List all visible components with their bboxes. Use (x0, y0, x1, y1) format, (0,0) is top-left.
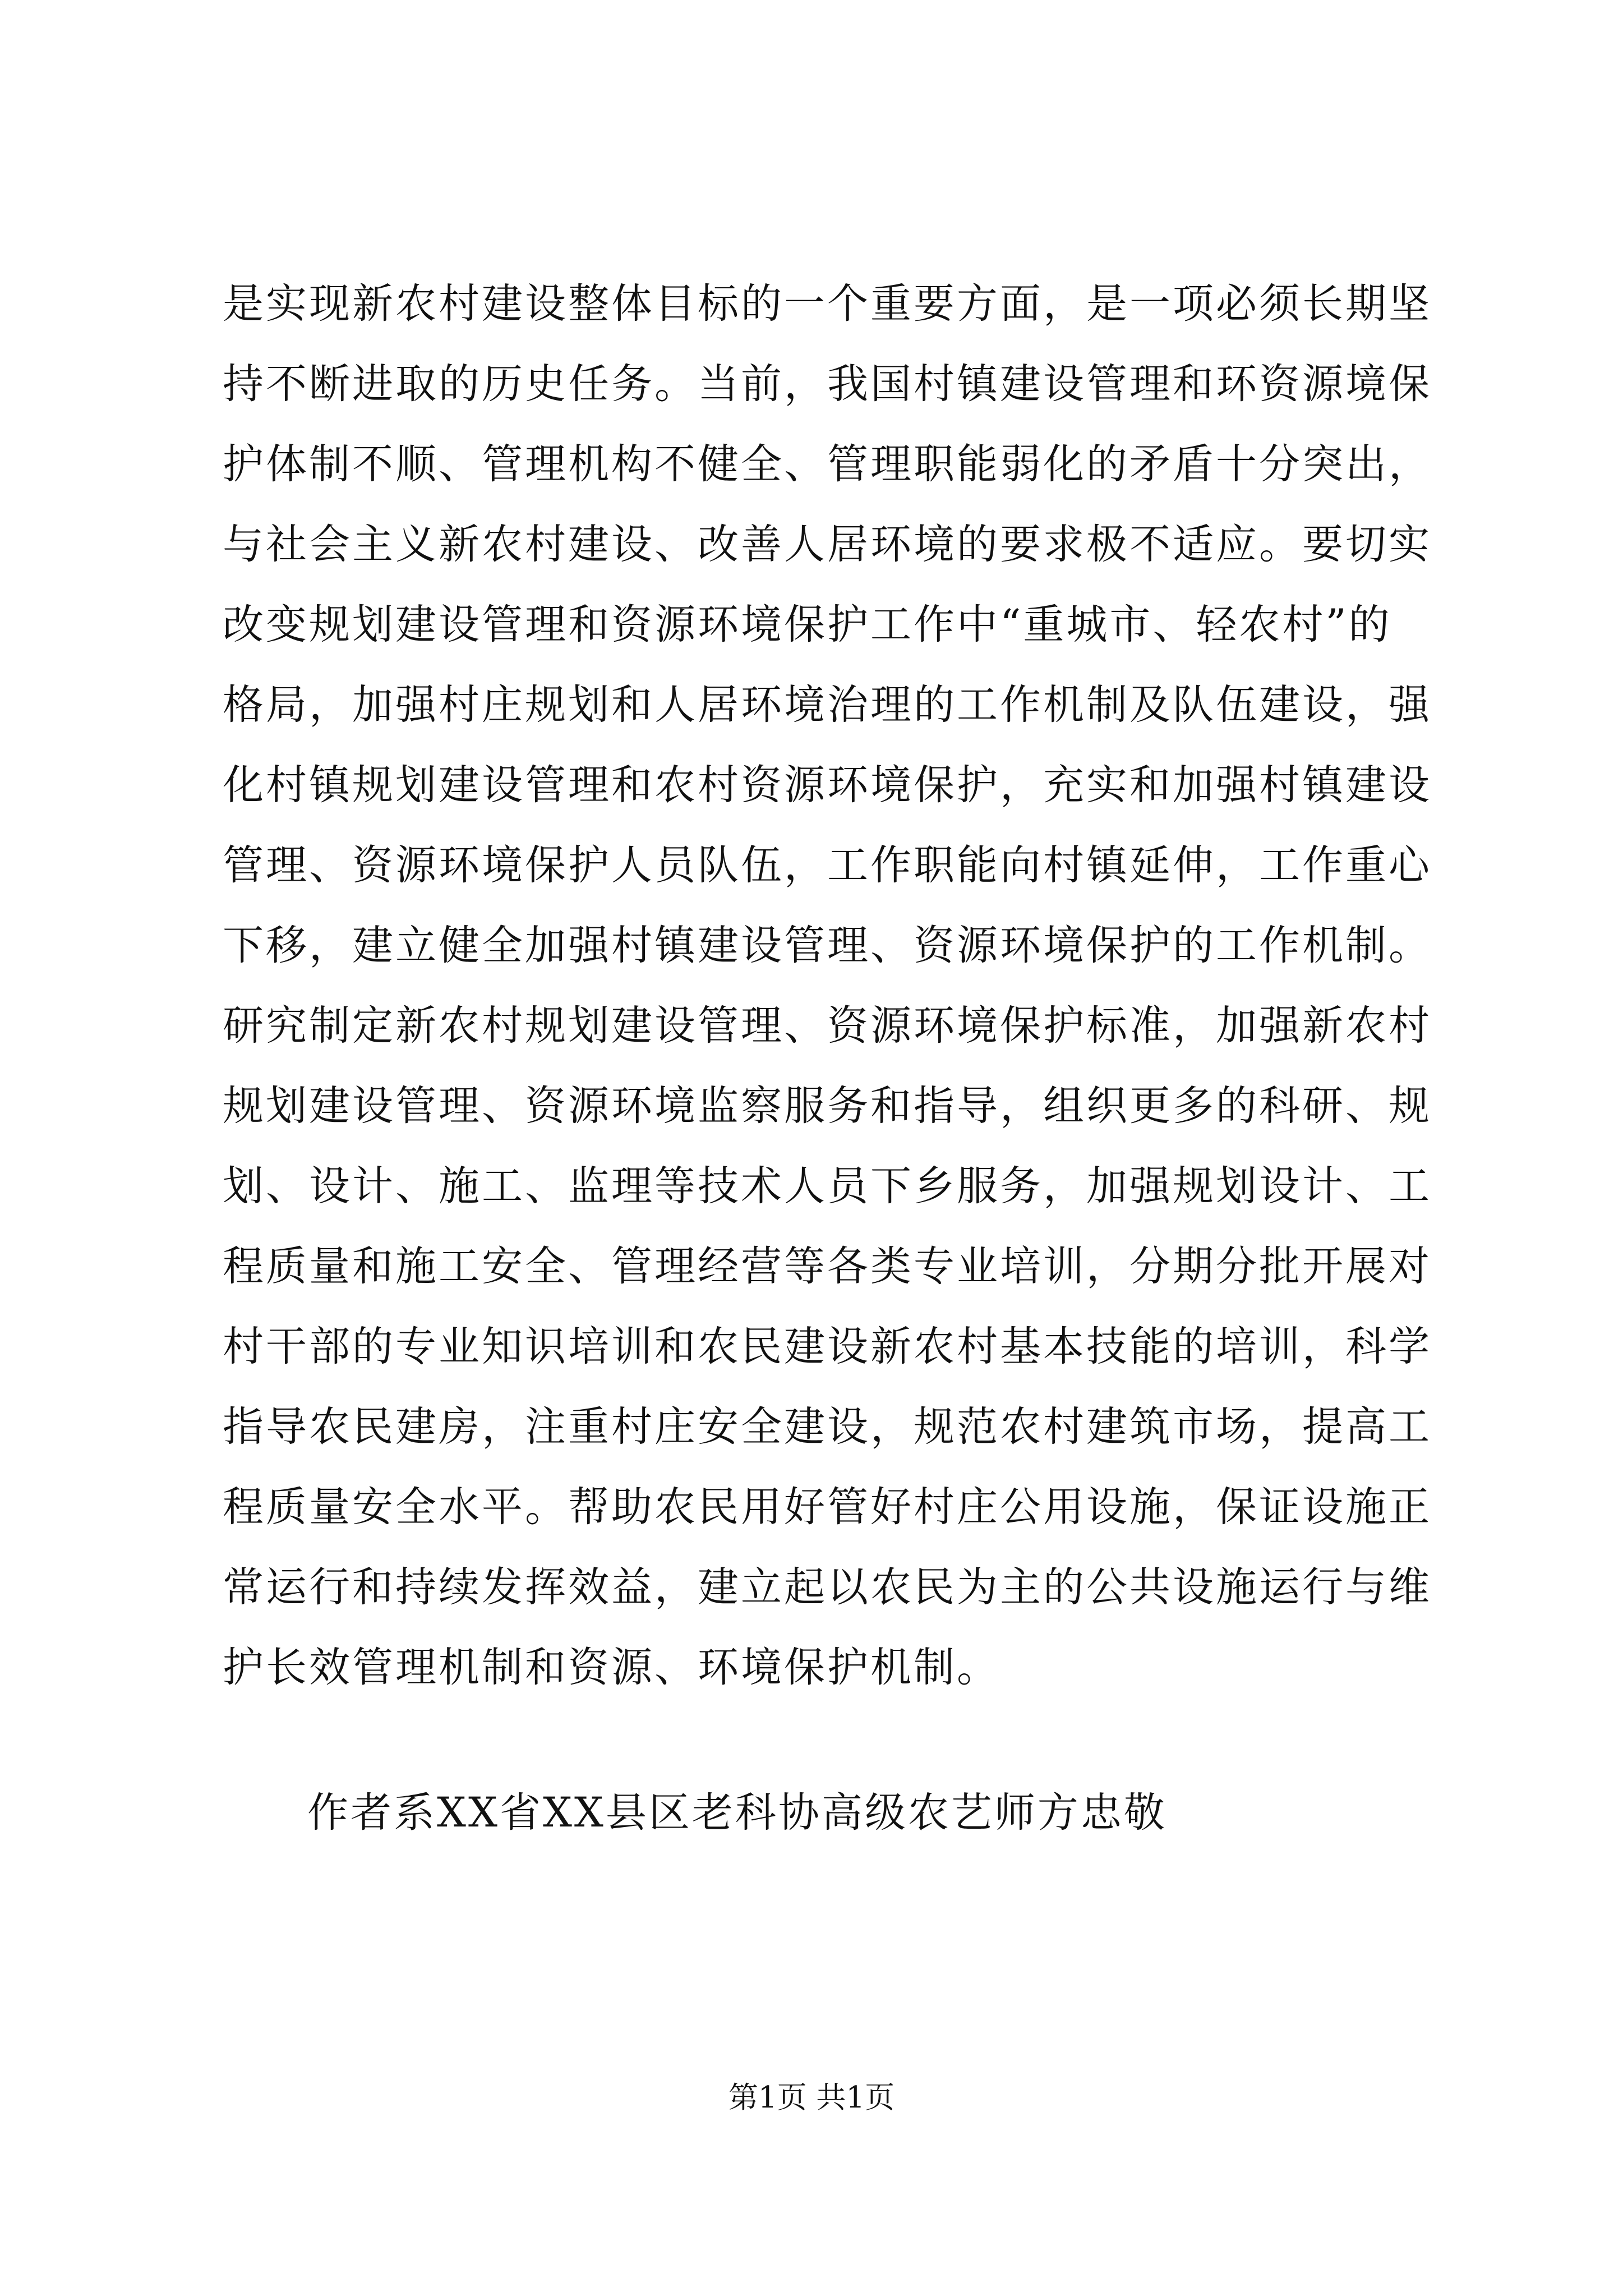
text-line: 护体制不顺、管理机构不健全、管理职能弱化的矛盾十分突出， (223, 440, 1432, 488)
text-line: 持不断进取的历史任务。当前，我国村镇建设管理和环资源境保 (223, 360, 1432, 408)
text-line: 与社会主义新农村建设、改善人居环境的要求极不适应。要切实 (223, 521, 1432, 568)
text-line: 指导农民建房，注重村庄安全建设，规范农村建筑市场，提高工 (223, 1403, 1432, 1451)
text-line: 格局，加强村庄规划和人居环境治理的工作机制及队伍建设，强 (223, 681, 1432, 729)
text-line: 改变规划建设管理和资源环境保护工作中“重城市、轻农村”的 (223, 601, 1392, 648)
text-line: 规划建设管理、资源环境监察服务和指导，组织更多的科研、规 (223, 1082, 1432, 1130)
text-line: 研究制定新农村规划建设管理、资源环境保护标准，加强新农村 (223, 1002, 1432, 1050)
body-paragraph (223, 264, 1432, 1708)
text-line: 护长效管理机制和资源、环境保护机制。 (223, 1644, 1000, 1691)
text-line: 化村镇规划建设管理和农村资源环境保护，充实和加强村镇建设 (223, 761, 1432, 809)
text-line: 管理、资源环境保护人员队伍，工作职能向村镇延伸，工作重心 (223, 841, 1432, 889)
page-footer: 第1页 共1页 (728, 2081, 895, 2115)
text-line: 是实现新农村建设整体目标的一个重要方面，是一项必须长期坚 (223, 280, 1432, 328)
text-line: 村干部的专业知识培训和农民建设新农村基本技能的培训，科学 (223, 1323, 1432, 1370)
author-line: 作者系XX省XX县区老科协高级农艺师方忠敬 (307, 1789, 1167, 1837)
text-line: 划、设计、施工、监理等技术人员下乡服务，加强规划设计、工 (223, 1162, 1432, 1210)
text-line: 常运行和持续发挥效益，建立起以农民为主的公共设施运行与维 (223, 1563, 1432, 1611)
text-line: 程质量安全水平。帮助农民用好管好村庄公用设施，保证设施正 (223, 1483, 1432, 1531)
text-line: 程质量和施工安全、管理经营等各类专业培训，分期分批开展对 (223, 1243, 1432, 1290)
text-line: 下移，建立健全加强村镇建设管理、资源环境保护的工作机制。 (223, 922, 1432, 969)
